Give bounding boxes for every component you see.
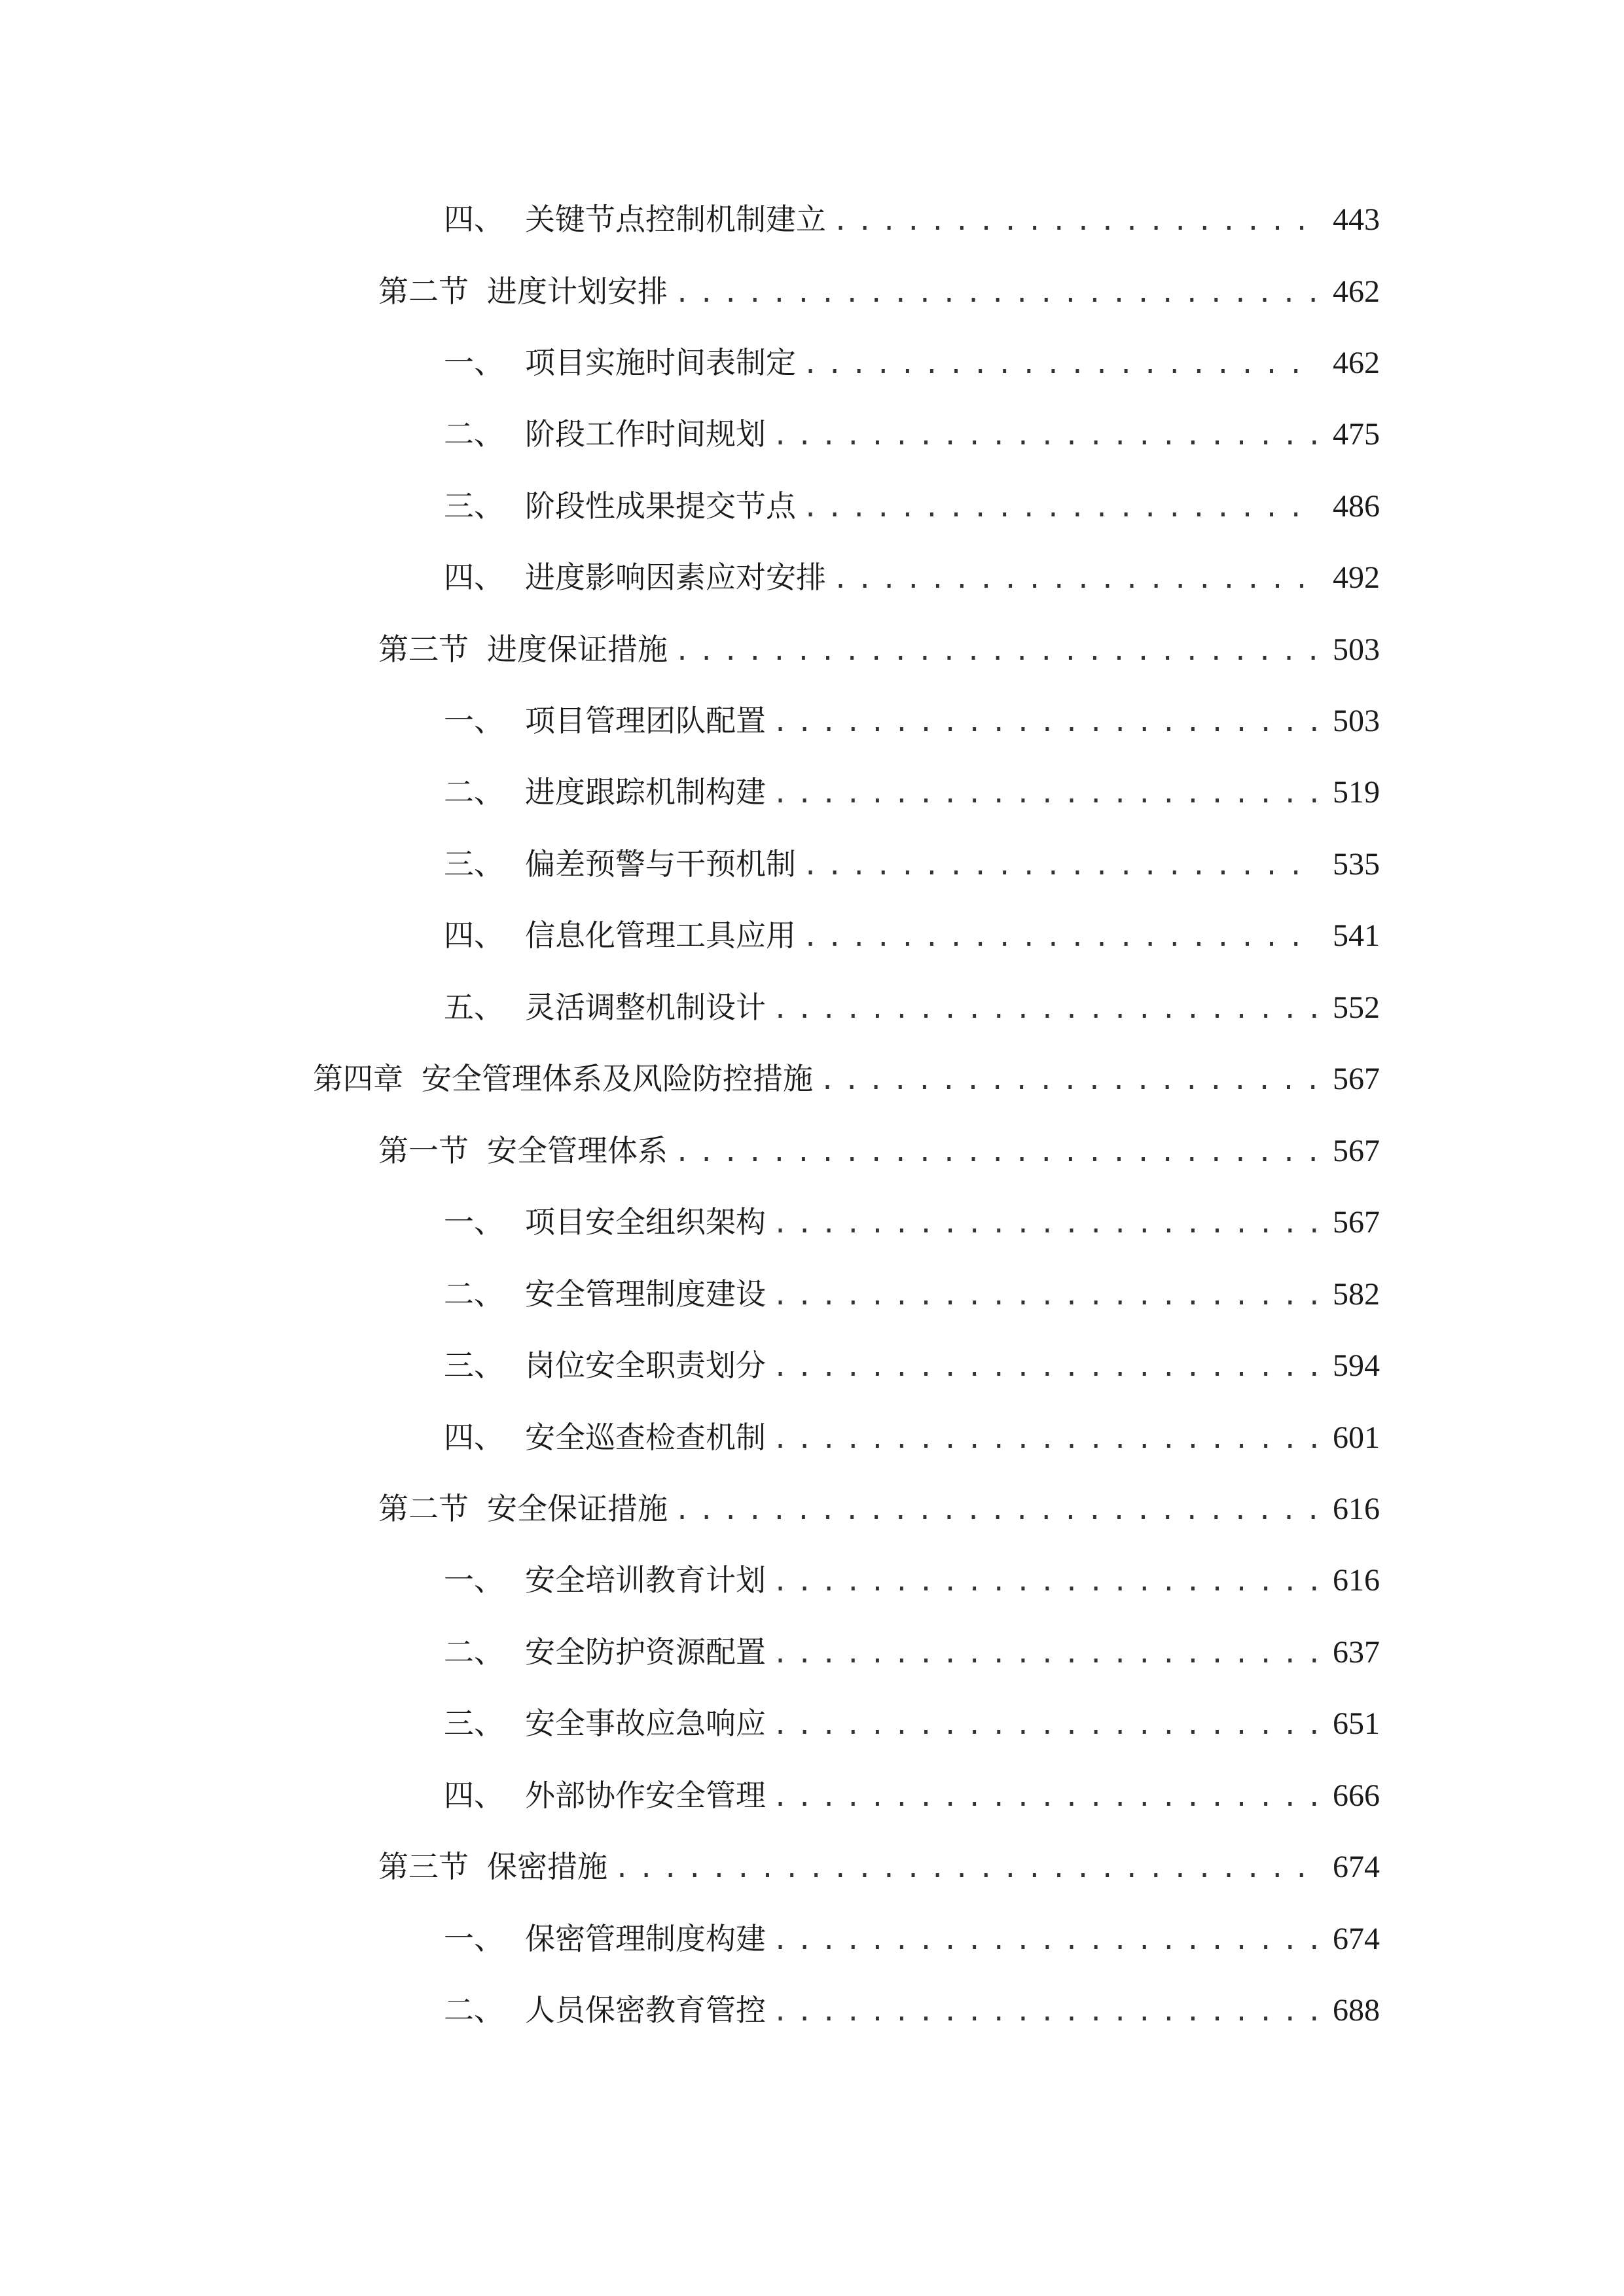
toc-entry-marker: 一、 bbox=[444, 703, 504, 738]
toc-entry-title: 安全管理制度建设 bbox=[525, 1276, 766, 1312]
dot-leader bbox=[803, 840, 1318, 892]
toc-entry-marker: 二、 bbox=[444, 1992, 504, 2028]
toc-entry-marker: 第三节 bbox=[378, 1849, 469, 1884]
dot-leader bbox=[833, 553, 1318, 605]
toc-entry-title: 岗位安全职责划分 bbox=[525, 1348, 766, 1383]
toc-entry-marker: 二、 bbox=[444, 416, 504, 452]
toc-entry-title: 安全管理体系及风险防控措施 bbox=[422, 1061, 813, 1096]
toc-entry-title: 进度跟踪机制构建 bbox=[525, 774, 766, 810]
toc-entry-page-number: 552 bbox=[1333, 990, 1380, 1025]
toc-entry-title: 进度影响因素应对安排 bbox=[525, 560, 826, 595]
dot-leader bbox=[772, 1628, 1318, 1680]
dot-leader bbox=[772, 1914, 1318, 1967]
toc-entry[interactable] bbox=[444, 1912, 1380, 1965]
toc-entry[interactable] bbox=[444, 909, 1380, 961]
toc-entry-page-number: 503 bbox=[1333, 632, 1380, 667]
toc-entry[interactable] bbox=[444, 480, 1380, 532]
toc-entry-marker: 四、 bbox=[444, 1420, 504, 1455]
toc-entry-marker: 二、 bbox=[444, 1634, 504, 1670]
toc-entry-title: 偏差预警与干预机制 bbox=[525, 846, 796, 882]
dot-leader bbox=[772, 1270, 1318, 1322]
toc-entry[interactable] bbox=[444, 766, 1380, 818]
toc-entry[interactable] bbox=[313, 1052, 1380, 1105]
toc-entry-page-number: 462 bbox=[1333, 274, 1380, 309]
toc-entry-title: 保密措施 bbox=[487, 1849, 607, 1884]
toc-entry-page-number: 443 bbox=[1333, 202, 1380, 237]
toc-entry[interactable] bbox=[444, 1554, 1380, 1606]
dot-leader bbox=[772, 1771, 1318, 1823]
toc-entry[interactable] bbox=[444, 1339, 1380, 1391]
dot-leader bbox=[833, 195, 1318, 247]
toc-entry-page-number: 637 bbox=[1333, 1635, 1380, 1670]
toc-entry-page-number: 541 bbox=[1333, 918, 1380, 953]
toc-entry-page-number: 582 bbox=[1333, 1277, 1380, 1312]
dot-leader bbox=[772, 1556, 1318, 1608]
toc-entry-marker: 第四章 bbox=[313, 1061, 403, 1096]
toc-entry-marker: 第一节 bbox=[378, 1133, 469, 1168]
toc-entry-title: 进度保证措施 bbox=[487, 632, 668, 667]
toc-entry[interactable] bbox=[444, 1268, 1380, 1320]
toc-entry-title: 安全巡查检查机制 bbox=[525, 1420, 766, 1455]
dot-leader bbox=[820, 1054, 1318, 1107]
toc-entry-marker: 第三节 bbox=[378, 632, 469, 667]
toc-entry-marker: 二、 bbox=[444, 774, 504, 810]
toc-entry[interactable] bbox=[444, 981, 1380, 1033]
toc-entry[interactable] bbox=[444, 1411, 1380, 1463]
toc-entry-marker: 第二节 bbox=[378, 1491, 469, 1526]
toc-entry-title: 项目管理团队配置 bbox=[525, 703, 766, 738]
toc-entry-marker: 三、 bbox=[444, 1706, 504, 1741]
toc-entry-page-number: 616 bbox=[1333, 1492, 1380, 1526]
toc-entry[interactable] bbox=[444, 1984, 1380, 2036]
toc-entry-page-number: 492 bbox=[1333, 560, 1380, 595]
toc-entry-marker: 四、 bbox=[444, 202, 504, 237]
dot-leader bbox=[772, 1341, 1318, 1393]
toc-entry-title: 阶段性成果提交节点 bbox=[525, 488, 796, 524]
toc-entry-page-number: 674 bbox=[1333, 1922, 1380, 1956]
dot-leader bbox=[674, 1126, 1318, 1179]
toc-entry-title: 进度计划安排 bbox=[487, 274, 668, 309]
toc-entry[interactable] bbox=[378, 623, 1380, 675]
toc-entry-marker: 二、 bbox=[444, 1276, 504, 1312]
toc-entry-title: 人员保密教育管控 bbox=[525, 1992, 766, 2028]
dot-leader bbox=[772, 1986, 1318, 2038]
toc-entry-page-number: 567 bbox=[1333, 1134, 1380, 1168]
toc-entry-page-number: 567 bbox=[1333, 1205, 1380, 1240]
toc-entry-title: 灵活调整机制设计 bbox=[525, 990, 766, 1025]
toc-entry-page-number: 688 bbox=[1333, 1993, 1380, 2028]
dot-leader bbox=[614, 1842, 1318, 1895]
toc-entry-page-number: 674 bbox=[1333, 1850, 1380, 1884]
toc-entry-title: 项目安全组织架构 bbox=[525, 1204, 766, 1240]
toc-entry-marker: 一、 bbox=[444, 1562, 504, 1598]
toc-entry-title: 外部协作安全管理 bbox=[525, 1778, 766, 1813]
toc-entry[interactable] bbox=[444, 694, 1380, 747]
toc-entry-marker: 五、 bbox=[444, 990, 504, 1025]
toc-entry-title: 安全管理体系 bbox=[487, 1133, 668, 1168]
dot-leader bbox=[772, 1413, 1318, 1465]
toc-entry-page-number: 519 bbox=[1333, 775, 1380, 810]
toc-entry-title: 安全培训教育计划 bbox=[525, 1562, 766, 1598]
toc-entry-marker: 四、 bbox=[444, 560, 504, 595]
dot-leader bbox=[803, 911, 1318, 963]
toc-entry-page-number: 616 bbox=[1333, 1563, 1380, 1598]
toc-entry-page-number: 503 bbox=[1333, 704, 1380, 738]
toc-entry-page-number: 594 bbox=[1333, 1348, 1380, 1383]
toc-entry-marker: 三、 bbox=[444, 488, 504, 524]
toc-entry-page-number: 601 bbox=[1333, 1420, 1380, 1455]
dot-leader bbox=[674, 625, 1318, 677]
toc-entry-marker: 第二节 bbox=[378, 274, 469, 309]
toc-entry[interactable] bbox=[378, 1840, 1380, 1893]
toc-entry-title: 关键节点控制机制建立 bbox=[525, 202, 826, 237]
dot-leader bbox=[803, 482, 1318, 534]
toc-entry-marker: 四、 bbox=[444, 918, 504, 953]
toc-entry-title: 阶段工作时间规划 bbox=[525, 416, 766, 452]
toc-entry-marker: 一、 bbox=[444, 1921, 504, 1956]
toc-entry[interactable] bbox=[444, 838, 1380, 890]
toc-entry-title: 安全保证措施 bbox=[487, 1491, 668, 1526]
toc-entry-title: 保密管理制度构建 bbox=[525, 1921, 766, 1956]
toc-entry-marker: 三、 bbox=[444, 846, 504, 882]
dot-leader bbox=[803, 338, 1318, 391]
dot-leader bbox=[772, 696, 1318, 749]
toc-entry[interactable] bbox=[444, 336, 1380, 389]
toc-entry-marker: 一、 bbox=[444, 1204, 504, 1240]
dot-leader bbox=[674, 1484, 1318, 1537]
toc-entry[interactable] bbox=[378, 265, 1380, 317]
toc-entry-title: 安全防护资源配置 bbox=[525, 1634, 766, 1670]
toc-entry-page-number: 651 bbox=[1333, 1706, 1380, 1741]
toc-entry-page-number: 666 bbox=[1333, 1778, 1380, 1813]
toc-entry-title: 信息化管理工具应用 bbox=[525, 918, 796, 953]
toc-entry[interactable] bbox=[378, 1124, 1380, 1177]
dot-leader bbox=[772, 1198, 1318, 1250]
dot-leader bbox=[772, 983, 1318, 1035]
dot-leader bbox=[772, 768, 1318, 820]
toc-entry[interactable] bbox=[444, 193, 1380, 245]
toc-entry-marker: 四、 bbox=[444, 1778, 504, 1813]
toc-entry[interactable] bbox=[444, 1626, 1380, 1678]
dot-leader bbox=[772, 1699, 1318, 1751]
toc-entry-title: 安全事故应急响应 bbox=[525, 1706, 766, 1741]
toc-entry-page-number: 462 bbox=[1333, 346, 1380, 380]
dot-leader bbox=[674, 267, 1318, 319]
toc-entry[interactable] bbox=[444, 1769, 1380, 1821]
toc-entry-page-number: 535 bbox=[1333, 847, 1380, 882]
dot-leader bbox=[772, 410, 1318, 462]
toc-entry-page-number: 475 bbox=[1333, 417, 1380, 452]
toc-entry[interactable] bbox=[378, 1482, 1380, 1535]
toc-entry[interactable] bbox=[444, 408, 1380, 460]
toc-entry[interactable] bbox=[444, 551, 1380, 603]
toc-entry-title: 项目实施时间表制定 bbox=[525, 345, 796, 380]
toc-entry-page-number: 486 bbox=[1333, 489, 1380, 524]
toc-entry-marker: 一、 bbox=[444, 345, 504, 380]
toc-entry-page-number: 567 bbox=[1333, 1062, 1380, 1096]
toc-entry-marker: 三、 bbox=[444, 1348, 504, 1383]
toc-entry[interactable] bbox=[444, 1697, 1380, 1749]
toc-entry[interactable] bbox=[444, 1196, 1380, 1248]
